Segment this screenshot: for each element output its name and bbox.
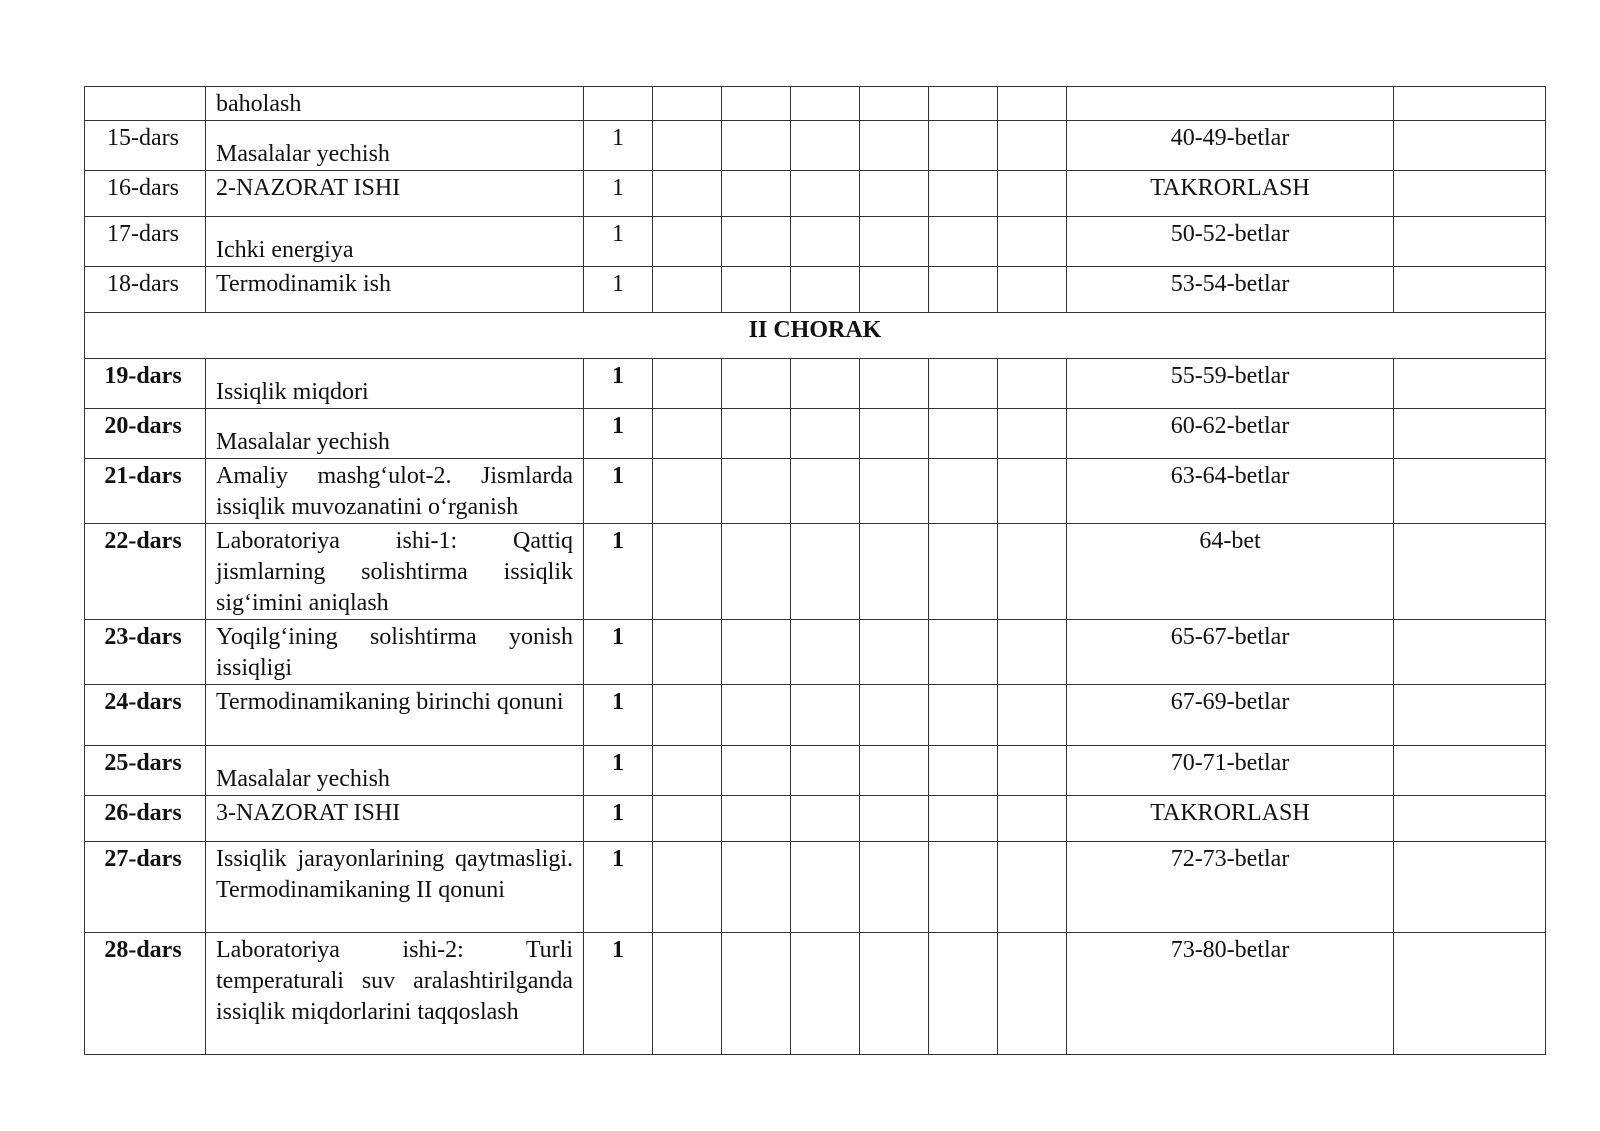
- empty-cell: [860, 217, 929, 267]
- lesson-number: 17-dars: [85, 217, 206, 267]
- quarter-heading: II CHORAK: [85, 313, 1546, 359]
- empty-cell: [998, 409, 1067, 459]
- lesson-row: [85, 933, 1546, 1055]
- textbook-pages: 64-bet: [1067, 524, 1394, 620]
- lesson-topic: Masalalar yechish: [206, 409, 584, 459]
- notes-cell: [1394, 171, 1546, 217]
- empty-cell: [722, 746, 791, 796]
- empty-cell: [653, 746, 722, 796]
- empty-cell: [722, 620, 791, 685]
- lesson-hours: 1: [584, 685, 653, 746]
- notes-cell: [1394, 796, 1546, 842]
- lesson-topic: Masalalar yechish: [206, 746, 584, 796]
- empty-cell: [860, 620, 929, 685]
- textbook-pages: 65-67-betlar: [1067, 620, 1394, 685]
- lesson-number: 16-dars: [85, 171, 206, 217]
- lesson-topic: 2-NAZORAT ISHI: [206, 171, 584, 217]
- lesson-topic: Issiqlik miqdori: [206, 359, 584, 409]
- notes-cell: [1394, 121, 1546, 171]
- empty-cell: [929, 459, 998, 524]
- lesson-hours: 1: [584, 409, 653, 459]
- notes-cell: [1394, 459, 1546, 524]
- empty-cell: [998, 171, 1067, 217]
- empty-cell: [791, 685, 860, 746]
- empty-cell: [722, 87, 791, 121]
- empty-cell: [998, 359, 1067, 409]
- lesson-row: [85, 217, 1546, 267]
- empty-cell: [998, 87, 1067, 121]
- textbook-pages: 67-69-betlar: [1067, 685, 1394, 746]
- lesson-hours: 1: [584, 359, 653, 409]
- empty-cell: [860, 267, 929, 313]
- textbook-pages: TAKRORLASH: [1067, 796, 1394, 842]
- empty-cell: [929, 796, 998, 842]
- empty-cell: [653, 620, 722, 685]
- lesson-topic: Termodinamik ish: [206, 267, 584, 313]
- empty-cell: [653, 409, 722, 459]
- empty-cell: [653, 459, 722, 524]
- empty-cell: [791, 267, 860, 313]
- empty-cell: [653, 524, 722, 620]
- empty-cell: [653, 87, 722, 121]
- empty-cell: [998, 524, 1067, 620]
- lesson-number: 20-dars: [85, 409, 206, 459]
- empty-cell: [791, 933, 860, 1055]
- textbook-pages: 55-59-betlar: [1067, 359, 1394, 409]
- empty-cell: [860, 87, 929, 121]
- empty-cell: [791, 409, 860, 459]
- textbook-pages: 72-73-betlar: [1067, 842, 1394, 933]
- empty-cell: [929, 267, 998, 313]
- lesson-row: [85, 409, 1546, 459]
- lesson-hours: 1: [584, 796, 653, 842]
- lesson-hours: 1: [584, 620, 653, 685]
- notes-cell: [1394, 933, 1546, 1055]
- lesson-number: 27-dars: [85, 842, 206, 933]
- lesson-hours: 1: [584, 524, 653, 620]
- empty-cell: [860, 459, 929, 524]
- empty-cell: [929, 685, 998, 746]
- lesson-number: 18-dars: [85, 267, 206, 313]
- lesson-topic: baholash: [206, 87, 584, 121]
- empty-cell: [929, 933, 998, 1055]
- empty-cell: [653, 171, 722, 217]
- empty-cell: [860, 685, 929, 746]
- notes-cell: [1394, 217, 1546, 267]
- notes-cell: [1394, 267, 1546, 313]
- empty-cell: [929, 620, 998, 685]
- empty-cell: [791, 842, 860, 933]
- lesson-row: [85, 121, 1546, 171]
- lesson-number: 15-dars: [85, 121, 206, 171]
- lesson-number: 23-dars: [85, 620, 206, 685]
- empty-cell: [860, 524, 929, 620]
- lesson-topic: Amaliy mashg‘ulot-2. Jismlarda issiqlik muvozanatini o‘rganish: [206, 459, 584, 524]
- empty-cell: [860, 121, 929, 171]
- empty-cell: [722, 171, 791, 217]
- empty-cell: [998, 842, 1067, 933]
- empty-cell: [722, 524, 791, 620]
- empty-cell: [722, 796, 791, 842]
- notes-cell: [1394, 409, 1546, 459]
- empty-cell: [653, 842, 722, 933]
- empty-cell: [998, 459, 1067, 524]
- lesson-number: 25-dars: [85, 746, 206, 796]
- empty-cell: [860, 171, 929, 217]
- empty-cell: [791, 746, 860, 796]
- empty-cell: [653, 933, 722, 1055]
- empty-cell: [791, 620, 860, 685]
- empty-cell: [722, 121, 791, 171]
- empty-cell: [860, 359, 929, 409]
- textbook-pages: 53-54-betlar: [1067, 267, 1394, 313]
- lesson-topic: 3-NAZORAT ISHI: [206, 796, 584, 842]
- lesson-hours: 1: [584, 459, 653, 524]
- notes-cell: [1394, 524, 1546, 620]
- lesson-row: [85, 746, 1546, 796]
- lesson-row: [85, 87, 1546, 121]
- empty-cell: [929, 359, 998, 409]
- lesson-topic: Termodinamikaning birinchi qonuni: [206, 685, 584, 746]
- lesson-row: [85, 359, 1546, 409]
- lesson-hours: 1: [584, 746, 653, 796]
- textbook-pages: [1067, 87, 1394, 121]
- empty-cell: [653, 217, 722, 267]
- empty-cell: [929, 524, 998, 620]
- empty-cell: [791, 524, 860, 620]
- empty-cell: [998, 121, 1067, 171]
- empty-cell: [929, 87, 998, 121]
- empty-cell: [722, 359, 791, 409]
- textbook-pages: 63-64-betlar: [1067, 459, 1394, 524]
- empty-cell: [791, 796, 860, 842]
- notes-cell: [1394, 746, 1546, 796]
- notes-cell: [1394, 620, 1546, 685]
- empty-cell: [722, 685, 791, 746]
- lesson-topic: Ichki energiya: [206, 217, 584, 267]
- empty-cell: [998, 267, 1067, 313]
- lesson-topic: Issiqlik jarayonlarining qaytmasligi. Termodinamikaning II qonuni: [206, 842, 584, 933]
- lesson-topic: Laboratoriya ishi-2: Turli temperaturali suv aralashtirilganda issiqlik miqdorlarini taqqoslash: [206, 933, 584, 1055]
- lesson-row: [85, 620, 1546, 685]
- empty-cell: [860, 746, 929, 796]
- lesson-row: [85, 685, 1546, 746]
- empty-cell: [860, 409, 929, 459]
- notes-cell: [1394, 359, 1546, 409]
- empty-cell: [653, 121, 722, 171]
- empty-cell: [860, 842, 929, 933]
- empty-cell: [929, 121, 998, 171]
- lesson-number: 19-dars: [85, 359, 206, 409]
- lesson-row: [85, 842, 1546, 933]
- textbook-pages: 60-62-betlar: [1067, 409, 1394, 459]
- textbook-pages: 50-52-betlar: [1067, 217, 1394, 267]
- empty-cell: [791, 459, 860, 524]
- empty-cell: [791, 171, 860, 217]
- lesson-row: [85, 171, 1546, 217]
- lesson-plan-table: [84, 86, 1546, 1055]
- empty-cell: [722, 933, 791, 1055]
- lesson-row: [85, 524, 1546, 620]
- empty-cell: [653, 267, 722, 313]
- lesson-hours: 1: [584, 217, 653, 267]
- lesson-hours: 1: [584, 842, 653, 933]
- empty-cell: [722, 409, 791, 459]
- textbook-pages: TAKRORLASH: [1067, 171, 1394, 217]
- empty-cell: [722, 842, 791, 933]
- empty-cell: [860, 933, 929, 1055]
- empty-cell: [722, 267, 791, 313]
- lesson-number: 24-dars: [85, 685, 206, 746]
- empty-cell: [791, 87, 860, 121]
- empty-cell: [653, 685, 722, 746]
- lesson-row: [85, 796, 1546, 842]
- lesson-topic: Masalalar yechish: [206, 121, 584, 171]
- empty-cell: [722, 459, 791, 524]
- empty-cell: [860, 796, 929, 842]
- empty-cell: [791, 217, 860, 267]
- lesson-plan-body: [85, 87, 1546, 1055]
- textbook-pages: 73-80-betlar: [1067, 933, 1394, 1055]
- empty-cell: [929, 409, 998, 459]
- empty-cell: [998, 746, 1067, 796]
- notes-cell: [1394, 842, 1546, 933]
- section-row: [85, 313, 1546, 359]
- empty-cell: [929, 171, 998, 217]
- empty-cell: [998, 217, 1067, 267]
- lesson-hours: 1: [584, 121, 653, 171]
- lesson-row: [85, 267, 1546, 313]
- empty-cell: [791, 121, 860, 171]
- textbook-pages: 40-49-betlar: [1067, 121, 1394, 171]
- empty-cell: [791, 359, 860, 409]
- empty-cell: [998, 933, 1067, 1055]
- empty-cell: [653, 796, 722, 842]
- lesson-number: 21-dars: [85, 459, 206, 524]
- textbook-pages: 70-71-betlar: [1067, 746, 1394, 796]
- empty-cell: [653, 359, 722, 409]
- notes-cell: [1394, 685, 1546, 746]
- lesson-topic: Yoqilg‘ining solishtirma yonish issiqligi: [206, 620, 584, 685]
- lesson-row: [85, 459, 1546, 524]
- empty-cell: [929, 746, 998, 796]
- lesson-hours: 1: [584, 171, 653, 217]
- lesson-number: 22-dars: [85, 524, 206, 620]
- lesson-number: 28-dars: [85, 933, 206, 1055]
- empty-cell: [998, 620, 1067, 685]
- empty-cell: [998, 796, 1067, 842]
- empty-cell: [929, 217, 998, 267]
- empty-cell: [998, 685, 1067, 746]
- lesson-hours: 1: [584, 933, 653, 1055]
- lesson-hours: 1: [584, 267, 653, 313]
- lesson-hours: [584, 87, 653, 121]
- lesson-number: [85, 87, 206, 121]
- empty-cell: [722, 217, 791, 267]
- notes-cell: [1394, 87, 1546, 121]
- lesson-topic: Laboratoriya ishi-1: Qattiq jismlarning solishtirma issiqlik sig‘imini aniqlash: [206, 524, 584, 620]
- empty-cell: [929, 842, 998, 933]
- lesson-number: 26-dars: [85, 796, 206, 842]
